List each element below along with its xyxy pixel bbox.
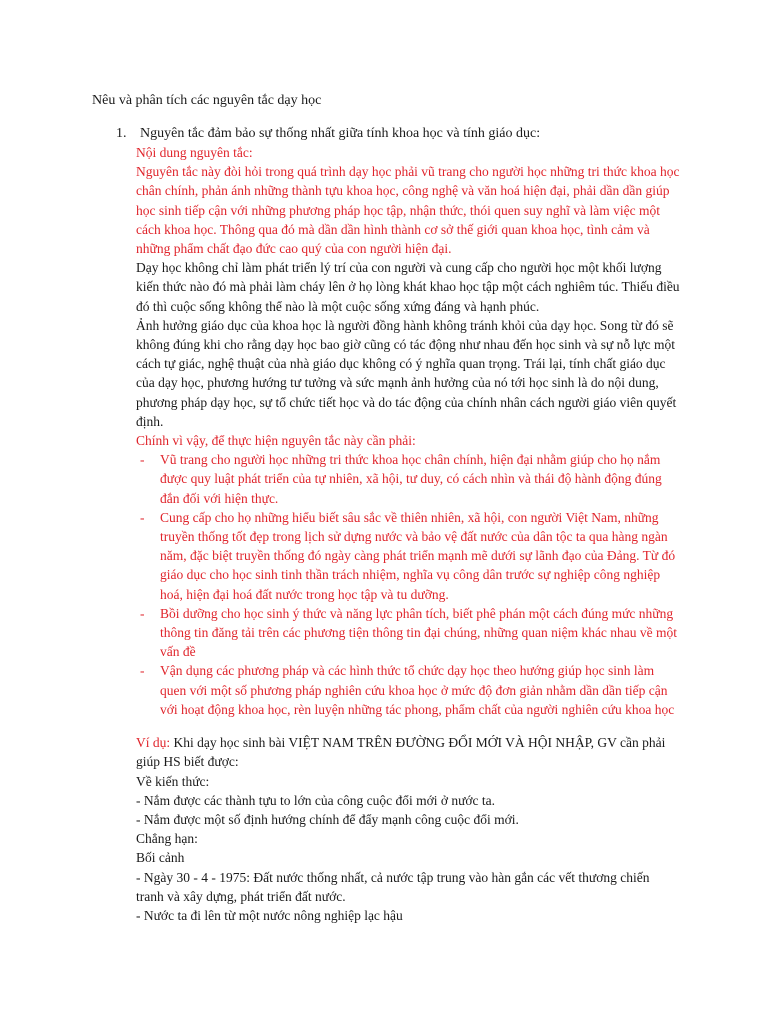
knowledge-label: Về kiến thức: <box>136 773 210 789</box>
principle-item-1 <box>116 124 680 143</box>
knowledge-item-1: - Nắm được các thành tựu to lớn của công cuộc đổi mới ở nước ta. <box>136 792 496 808</box>
principle-heading: Nguyên tắc đảm bảo sự thống nhất giữa tính khoa học và tính giáo dục: <box>140 126 541 141</box>
bullet-dash: - <box>140 452 145 468</box>
list-item-text: Vận dụng các phương pháp và các hình thức tổ chức dạy học theo hướng giúp học sinh làm quen với một số phương pháp nghiên cứu khoa học ở mức độ đơn giản nhằm dần dần tiếp cận với hoạt động khoa học, rèn luyện những tác phong, phẩm chất của người nghiên cứu khoa học <box>160 663 675 717</box>
principle-body <box>136 143 680 925</box>
requirements-list <box>136 450 680 719</box>
list-item <box>136 508 680 604</box>
example-text: Khi dạy học sinh bài VIỆT NAM TRÊN ĐƯỜNG ĐỔI MỚI VÀ HỘI NHẬP, GV cần phải giúp HS biết được: <box>136 735 666 770</box>
list-item <box>136 661 680 719</box>
list-item-text: Cung cấp cho họ những hiểu biết sâu sắc về thiên nhiên, xã hội, con người Việt Nam, những truyền thống tốt đẹp trong lịch sử dựng nước và bảo vệ đất nước của dân tộc ta qua hàng ngàn năm, đặc biệt truyền thống đó ngày càng phát triển mạnh mẽ dưới sự lãnh đạo của Đảng. Từ đó giáo dục cho học sinh tinh thần trách nhiệm, nghĩa vụ công dân trước sự nghiệp công nghiệp hoá, hiện đại hoá đất nước trong học tập và tu dưỡng. <box>160 509 676 602</box>
list-item <box>136 450 680 508</box>
bullet-dash: - <box>140 509 145 525</box>
document-title: Nêu và phân tích các nguyên tắc dạy học <box>92 93 322 108</box>
for-instance-label: Chẳng hạn: <box>136 831 198 847</box>
context-item-2: - Nước ta đi lên từ một nước nông nghiệp lạc hậu <box>136 907 403 923</box>
paragraph-2: Ảnh hưởng giáo dục của khoa học là người đồng hành không tránh khỏi của dạy học. Song từ đó sẽ không đúng khi cho rằng dạy học bao giờ cũng có tác động như nhau đến học sinh và sự nỗ lực một cách tự giác, nghệ thuật của nhà giáo dục không có ý nghĩa quan trọng. Trái lại, tính chất giáo dục của dạy học, phương hướng tư tưởng và sức mạnh ảnh hưởng của nó tới học sinh là do nội dung, phương pháp dạy học, sự tổ chức tiết học và do tác động của chính nhân cách người giáo viên quyết định. <box>136 317 677 429</box>
list-item-text: Bồi dưỡng cho học sinh ý thức và năng lực phân tích, biết phê phán một cách đúng mức những thông tin đăng tải trên các phương tiện thông tin đại chúng, những quan niệm khác nhau về một vấn đề <box>160 605 678 660</box>
bullet-dash: - <box>140 605 145 621</box>
paragraph-1: Dạy học không chỉ làm phát triển lý trí của con người và cung cấp cho người học một khối lượng kiến thức nào đó mà phải làm cháy lên ở họ lòng khát khao học tập một cách nghiêm túc. Thiếu điều đó thì cuộc sống không thể nào là một cuộc sống xứng đáng và hạnh phúc. <box>136 260 680 314</box>
content-label: Nội dung nguyên tắc: <box>136 145 253 160</box>
content-text: Nguyên tắc này đòi hỏi trong quá trình dạy học phải vũ trang cho người học những tri thức khoa học chân chính, phản ánh những thành tựu khoa học, công nghệ và văn hoá hiện đại, phải dần dần giúp học sinh tiếp cận với những phương pháp học tập, nhận thức, thói quen suy nghĩ và làm việc một cách khoa học. Thông qua đó mà dần dần hình thành cơ sở thế giới quan khoa học, tình cảm và những phẩm chất đạo đức cao quý của con người hiện đại. <box>136 164 680 257</box>
bullet-dash: - <box>140 663 145 679</box>
example-label: Ví dụ: <box>136 735 171 751</box>
spacer <box>136 719 680 733</box>
knowledge-item-2: - Nắm được một số định hướng chính để đẩy mạnh công cuộc đổi mới. <box>136 811 519 827</box>
context-label: Bối cảnh <box>136 850 185 866</box>
list-item <box>136 604 680 662</box>
item-number: 1. <box>116 126 127 141</box>
requirements-intro: Chính vì vậy, để thực hiện nguyên tắc này cần phải: <box>136 433 416 449</box>
example-paragraph <box>136 733 680 771</box>
context-item-1: - Ngày 30 - 4 - 1975: Đất nước thống nhất, cả nước tập trung vào hàn gắn các vết thương chiến tranh và xây dựng, phát triển đất nước. <box>136 869 650 904</box>
list-item-text: Vũ trang cho người học những tri thức khoa học chân chính, hiện đại nhằm giúp cho họ nắm được quy luật phát triển của tự nhiên, xã hội, tư duy, có cách nhìn và thái độ hành động đúng đắn đối với hiện thực. <box>160 452 662 506</box>
